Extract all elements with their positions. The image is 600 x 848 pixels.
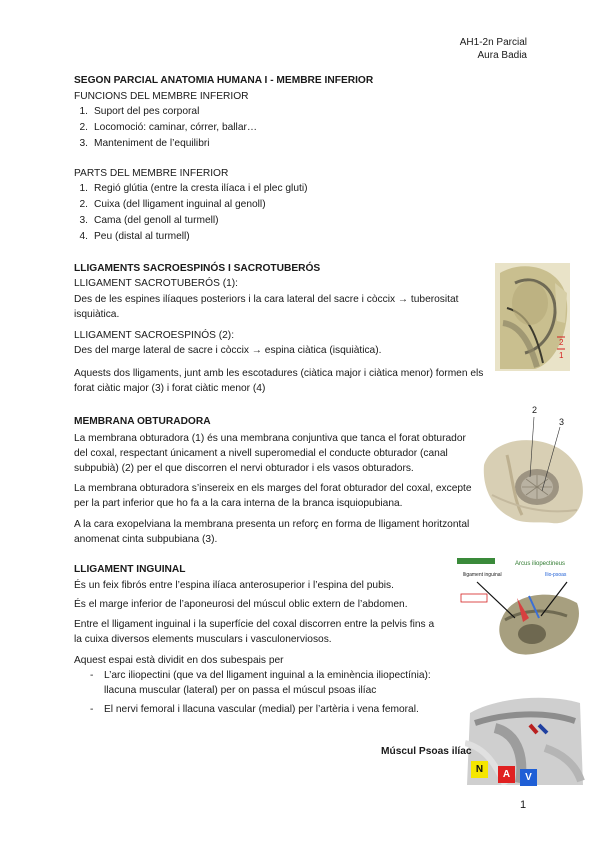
parts-heading: PARTS DEL MEMBRE INFERIOR — [74, 168, 229, 179]
list-item: 1. Regió glútia (entre la cresta ilíaca i el plec gluti) — [79, 183, 308, 194]
figure-label: Arcus iliopectineus — [515, 561, 566, 567]
parts-list — [72, 181, 307, 245]
inguinal-bullets — [90, 668, 450, 718]
inguinal-text-3: Entre el lligament inguinal i la superfície del coxal discorren entre la pelvis fins a la cuixa diversos elements musculars i vasculonerviosos. — [74, 619, 435, 645]
obturator-membrane-figure — [482, 405, 587, 540]
figure-label: 2 — [559, 338, 564, 347]
inguinal-ligament-figure — [457, 558, 585, 680]
figure-label: 2 — [532, 405, 538, 415]
figure-label: Ilio-psoas — [545, 572, 567, 578]
header-line-2: Aura Badia — [477, 50, 527, 61]
artery-badge: A — [498, 766, 515, 783]
inguinal-text-1: És un feix fibrós entre l’espina ilíaca anterosuperior i l’espina del pubis. — [74, 580, 394, 591]
funcions-heading: FUNCIONS DEL MEMBRE INFERIOR — [74, 91, 249, 102]
inguinal-heading: LLIGAMENT INGUINAL — [74, 564, 186, 575]
membrana-text-1: La membrana obturadora (1) és una membrana conjuntiva que tanca el forat obturador del coxal, respectant únicament a nivell superomedial el conducte obturador (canal subpubià) (2) per el que discorren el nervi obturador i els vasos obturadors. — [74, 433, 466, 474]
list-item: 2. Cuixa (del lligament inguinal al genoll) — [79, 199, 266, 210]
nerve-badge: N — [471, 761, 488, 778]
list-item: - El nervi femoral i llacuna vascular (medial) per l’artèria i vena femoral. — [90, 704, 419, 715]
list-item: 3. Cama (del genoll al turmell) — [79, 215, 219, 226]
membrana-text-2: La membrana obturadora s’insereix en els marges del forat obturador del coxal, excepte per la part inferior que ho fa a la cara interna de la branca isquiopubiana. — [74, 483, 472, 509]
membrana-text-3: A la cara exopelviana la membrana presenta un reforç en forma de lligament horitzontal anomenat cinta subpubiana (3). — [74, 519, 470, 545]
psoas-label: Múscul Psoas ilíac — [381, 746, 472, 757]
sacroespinos-subheading: LLIGAMENT SACROESPINÓS (2): — [74, 330, 235, 341]
list-item: 2. Locomoció: caminar, córrer, ballar… — [79, 122, 258, 133]
list-item: - L’arc iliopectini (que va del lligament inguinal a la eminència iliopectínia): llacuna muscular (lateral) per on passa el múscul psoas ilíac — [90, 670, 431, 696]
header-line-1: AH1-2n Parcial — [459, 37, 527, 48]
funcions-list — [72, 104, 257, 152]
vein-badge: V — [520, 769, 537, 786]
sacroespinos-text: Des del marge lateral de sacre i còccix → espina ciàtica (isquiàtica). — [74, 345, 382, 356]
figure-label: 3 — [559, 417, 565, 427]
sacrum-ligaments-figure — [495, 263, 570, 371]
lligaments-heading: LLIGAMENTS SACROESPINÓS I SACROTUBERÓS — [74, 263, 321, 274]
page-number: 1 — [520, 799, 527, 811]
forats-text: Aquests dos lligaments, junt amb les escotadures (ciàtica major i ciàtica menor) formen els forat ciàtic major (3) i forat ciàtic menor (4) — [74, 368, 484, 394]
inguinal-text-4: Aquest espai està dividit en dos subespais per — [74, 655, 284, 666]
sacrotuberos-subheading: LLIGAMENT SACROTUBERÓS (1): — [74, 278, 238, 289]
page-title: SEGON PARCIAL ANATOMIA HUMANA I - MEMBRE INFERIOR — [74, 75, 374, 86]
list-item: 1. Suport del pes corporal — [79, 106, 200, 117]
list-item: 4. Peu (distal al turmell) — [79, 231, 190, 242]
list-item: 3. Manteniment de l’equilibri — [79, 138, 210, 149]
membrana-heading: MEMBRANA OBTURADORA — [74, 416, 211, 427]
figure-label: 1 — [559, 351, 564, 360]
inguinal-text-2: És el marge inferior de l’aponeurosi del múscul oblic extern de l’abdomen. — [74, 599, 408, 610]
figure-label: lligament inguinal — [463, 572, 502, 578]
sacrotuberos-text: Des de les espines ilíaques posteriors i la cara lateral del sacre i còccix → tuberositat isquiàtica. — [74, 294, 459, 320]
